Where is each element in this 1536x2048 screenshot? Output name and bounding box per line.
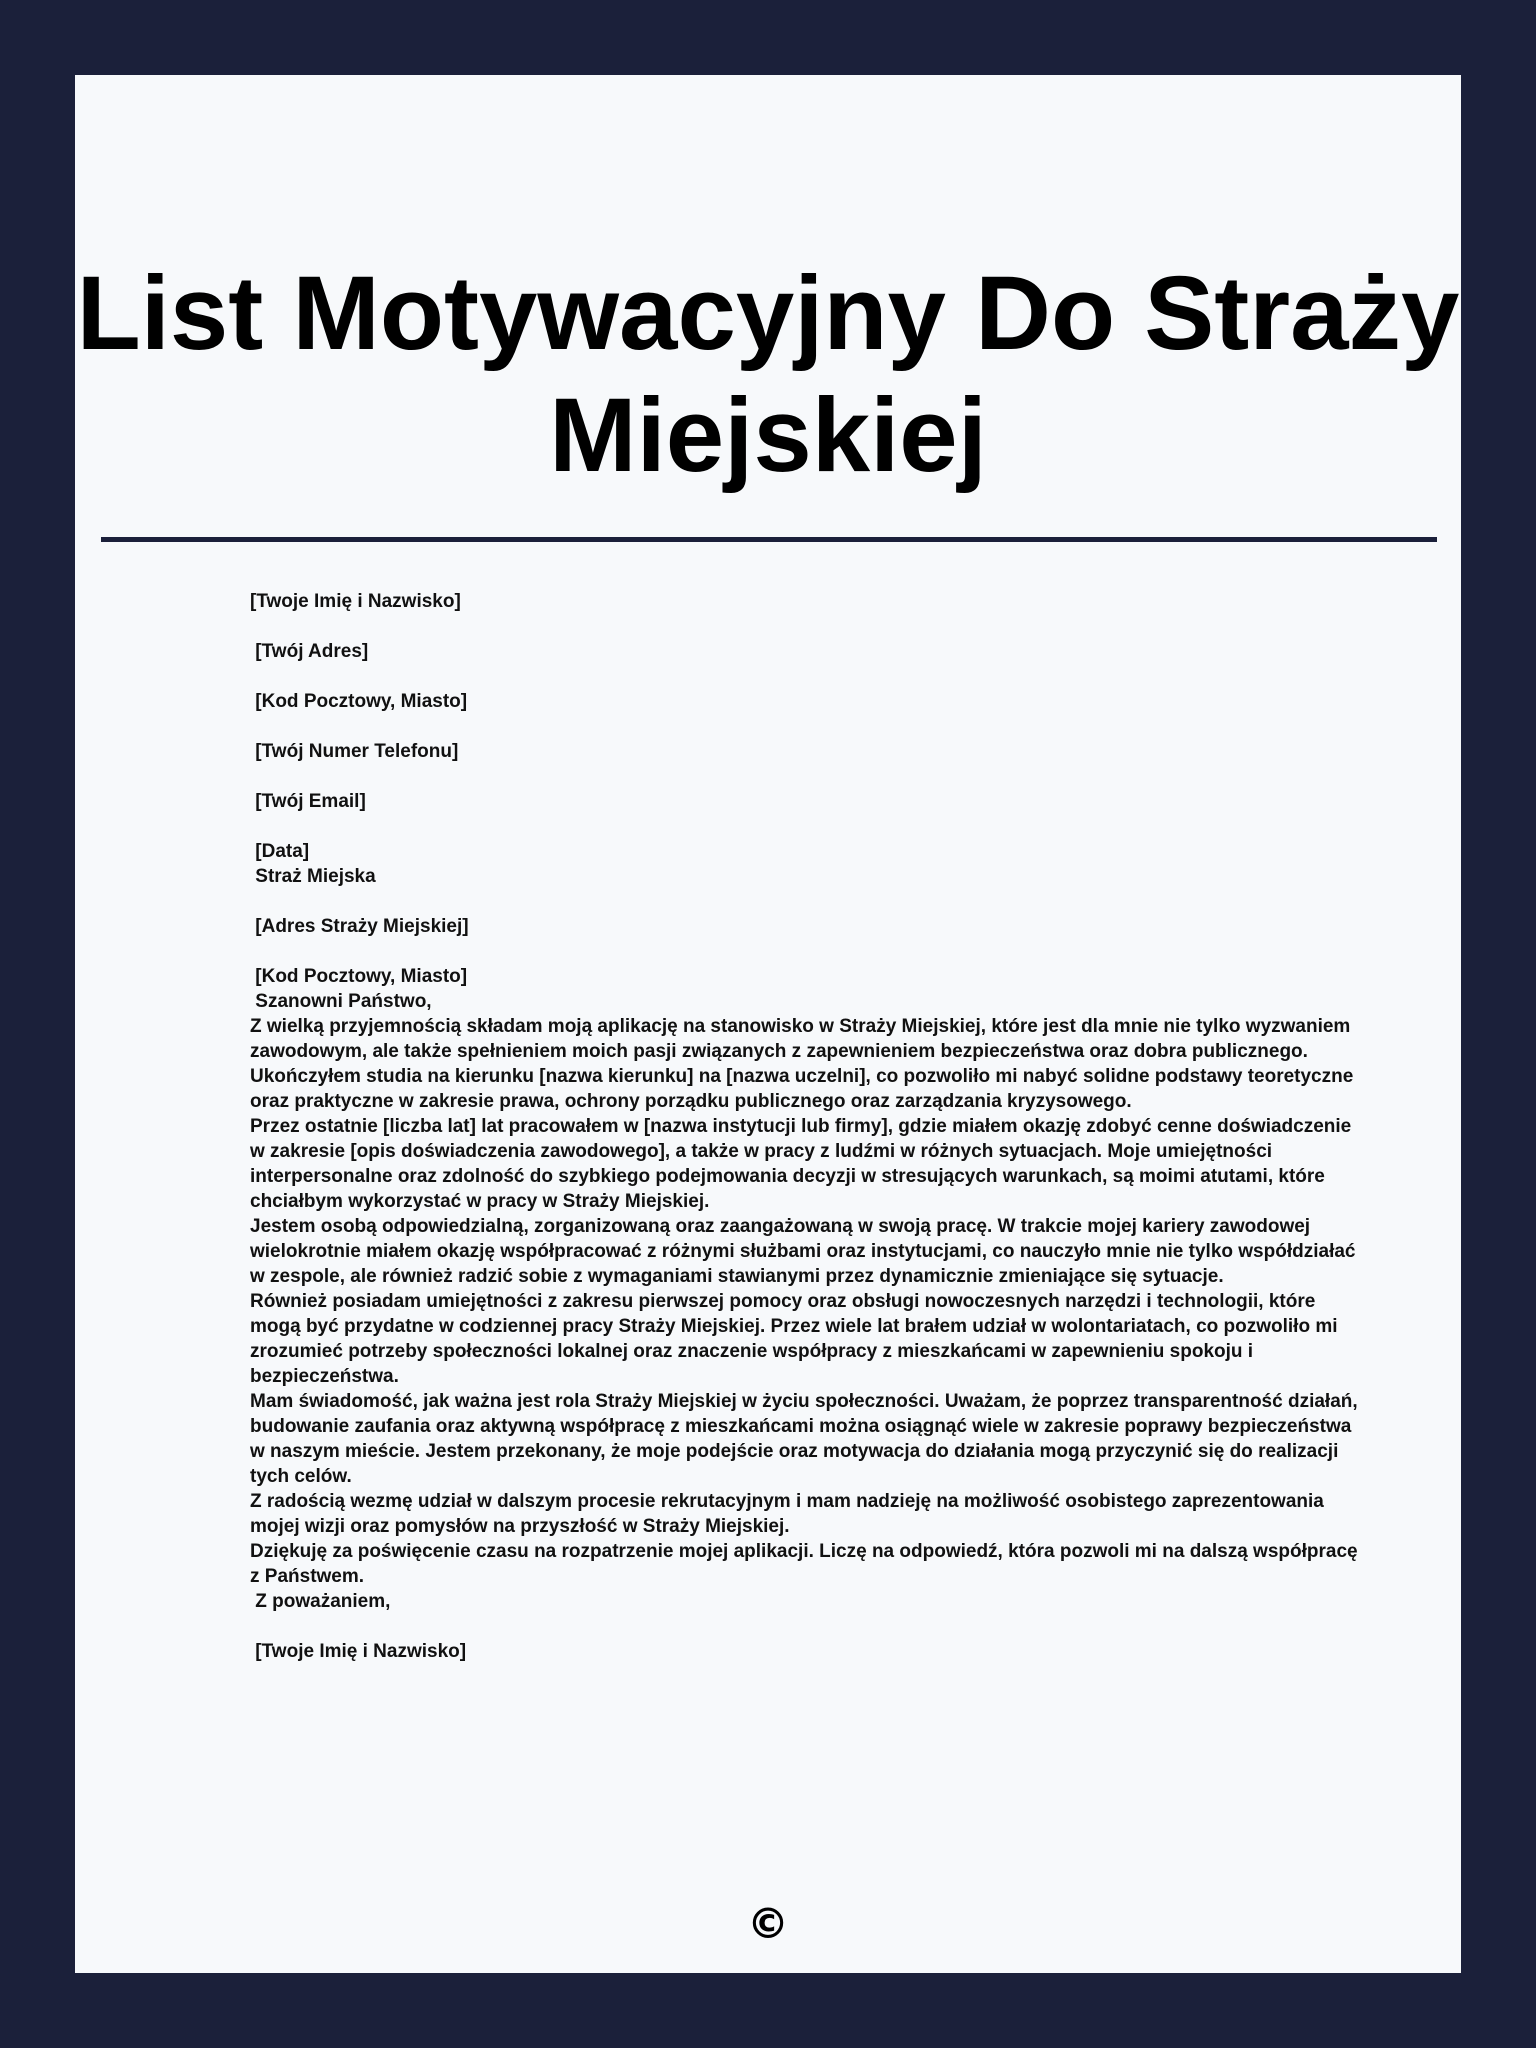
spacer — [250, 714, 1360, 739]
spacer — [250, 764, 1360, 789]
spacer — [250, 814, 1360, 839]
paragraph-6: Z radością wezmę udział w dalszym procesie rekrutacyjnym i mam nadzieję na możliwość osobistego zaprezentowania mojej wizji oraz pomysłów na przyszłość w Straży Miejskiej. — [250, 1491, 1324, 1537]
spacer — [250, 1614, 1360, 1639]
copyright-icon: © — [747, 1899, 789, 1948]
signature: [Twoje Imię i Nazwisko] — [255, 1641, 467, 1662]
recipient-postal-city: [Kod Pocztowy, Miasto] — [255, 966, 468, 987]
letter-body — [250, 589, 1360, 1664]
sender-name: [Twoje Imię i Nazwisko] — [250, 591, 461, 612]
recipient-name: Straż Miejska — [255, 866, 376, 887]
letter-date: [Data] — [255, 841, 310, 862]
document-page — [75, 75, 1461, 1973]
page-title: List Motywacyjny Do Straży Miejskiej — [76, 255, 1460, 494]
sender-phone: [Twój Numer Telefonu] — [255, 741, 459, 762]
title-divider — [101, 537, 1437, 542]
sender-postal-city: [Kod Pocztowy, Miasto] — [255, 691, 468, 712]
paragraph-4: Również posiadam umiejętności z zakresu pierwszej pomocy oraz obsługi nowoczesnych narzędzi i technologii, które mogą być przydatne w codziennej pracy Straży Miejskiej. Przez wiele lat brałem udział w wolontariatach, co pozwoliło mi zrozumieć potrzeby społeczności lokalnej oraz znaczenie współpracy z mieszkańcami w zapewnieniu spokoju i bezpieczeństwa. — [250, 1291, 1338, 1387]
salutation: Szanowni Państwo, — [255, 991, 432, 1012]
spacer — [250, 614, 1360, 639]
spacer — [250, 664, 1360, 689]
sender-address: [Twój Adres] — [255, 641, 369, 662]
spacer — [250, 939, 1360, 964]
sender-email: [Twój Email] — [255, 791, 366, 812]
spacer — [250, 889, 1360, 914]
paragraph-1: Z wielką przyjemnością składam moją aplikację na stanowisko w Straży Miejskiej, które jest dla mnie nie tylko wyzwaniem zawodowym, ale także spełnieniem moich pasji związanych z zapewnieniem bezpieczeństwa oraz dobra publicznego. Ukończyłem studia na kierunku [nazwa kierunku] na [nazwa uczelni], co pozwoliło mi nabyć solidne podstawy teoretyczne oraz praktyczne w zakresie prawa, ochrony porządku publicznego oraz zarządzania kryzysowego. — [250, 1016, 1354, 1112]
paragraph-3: Jestem osobą odpowiedzialną, zorganizowaną oraz zaangażowaną w swoją pracę. W trakcie mojej kariery zawodowej wielokrotnie miałem okazję współpracować z różnymi służbami oraz instytucjami, co nauczyło mnie nie tylko współdziałać w zespole, ale również radzić sobie z wymaganiami stawianymi przez dynamicznie zmieniające się sytuacje. — [250, 1216, 1356, 1287]
closing: Z poważaniem, — [255, 1591, 391, 1612]
paragraph-5: Mam świadomość, jak ważna jest rola Straży Miejskiej w życiu społeczności. Uważam, że poprzez transparentność działań, budowanie zaufania oraz aktywną współpracę z mieszkańcami można osiągnąć wiele w zakresie poprawy bezpieczeństwa w naszym mieście. Jestem przekonany, że moje podejście oraz motywacja do działania mogą przyczynić się do realizacji tych celów. — [250, 1391, 1358, 1487]
paragraph-7: Dziękuję za poświęcenie czasu na rozpatrzenie mojej aplikacji. Liczę na odpowiedź, która pozwoli mi na dalszą współpracę z Państwem. — [250, 1541, 1358, 1587]
paragraph-2: Przez ostatnie [liczba lat] lat pracowałem w [nazwa instytucji lub firmy], gdzie miałem okazję zdobyć cenne doświadczenie w zakresie [opis doświadczenia zawodowego], a także w pracy z ludźmi w różnych sytuacjach. Moje umiejętności interpersonalne oraz zdolność do szybkiego podejmowania decyzji w stresujących warunkach, są moimi atutami, które chciałbym wykorzystać w pracy w Straży Miejskiej. — [250, 1116, 1352, 1212]
recipient-address: [Adres Straży Miejskiej] — [255, 916, 469, 937]
